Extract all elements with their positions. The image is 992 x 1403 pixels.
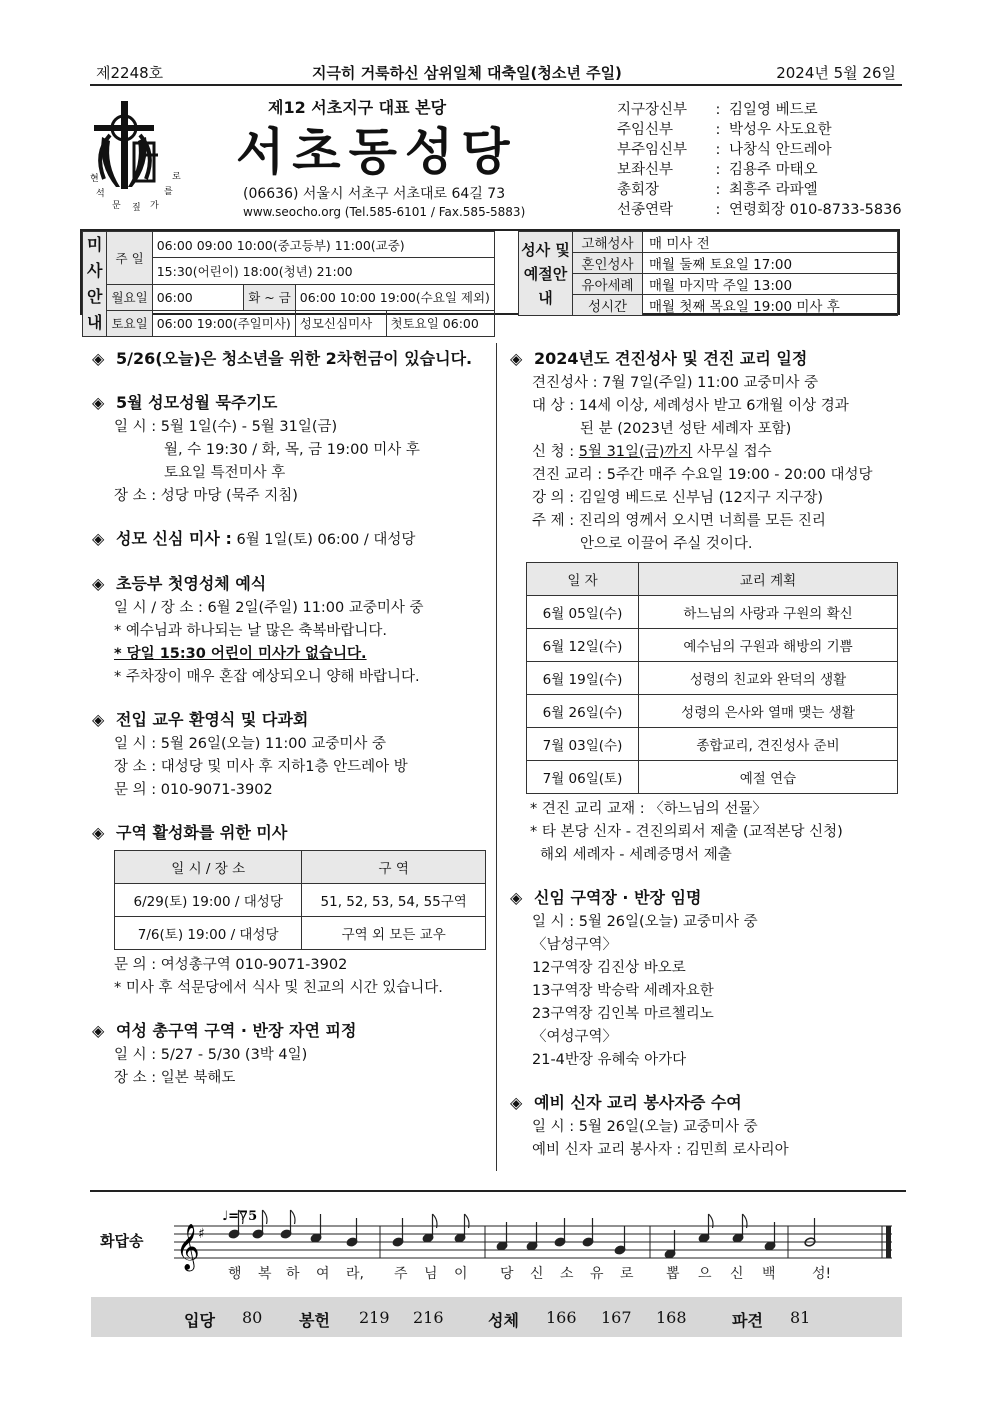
sacrament-label: 성사 및 예절안내: [519, 232, 573, 316]
lyric-syllable: 백: [762, 1266, 776, 1282]
table-row: 6월 12일(수) 예수님의 구원과 해방의 기쁨: [527, 629, 898, 662]
psalm-score: [90, 1198, 906, 1293]
table-row: 6월 05일(수) 하느님의 사랑과 구원의 확신: [527, 596, 898, 629]
issue-number: 제2248호: [96, 64, 164, 82]
diamond-icon: ◈: [92, 529, 105, 548]
communion-number: 166: [546, 1308, 577, 1327]
logo-char: 현: [90, 174, 99, 184]
sacrament-table: 성사 및 예절안내 고해성사 매 미사 전 혼인성사 매월 둘째 토요일 17:00 유아세례 매월 마지막 주일 13:00 성시간 매월 첫째 목요일 19:00 미사 후: [518, 231, 898, 316]
diamond-icon: ◈: [92, 823, 105, 842]
mass-schedule-table: 미사 안내 주 일 06:00 09:00 10:00(중고등부) 11:00(교중) 15:30(어린이) 18:00(청년) 21:00 월요일 06:00 화 ~ 금 06:00 10:00 19:00(수요일 제외) 토요일 06:00 19:00(주일미사) 성모신심미사 첫토요일 06:00: [82, 231, 495, 337]
staff-row: 선종연락 : 연령회장 010-8733-5836: [617, 202, 902, 218]
diamond-icon: ◈: [510, 349, 523, 368]
lyric-syllable: 하: [286, 1266, 300, 1282]
staff-row: 총회장 : 최흥주 라파엘: [617, 182, 818, 198]
diamond-icon: ◈: [92, 1021, 105, 1040]
psalm-notes: [228, 1210, 816, 1259]
staff-row: 지구장신부 : 김일영 베드로: [617, 102, 818, 118]
table-row: 6월 26일(수) 성령의 은사와 열매 맺는 생활: [527, 695, 898, 728]
left-column: [92, 346, 492, 1108]
psalm-lyrics: [228, 1265, 831, 1282]
logo-char: 짚: [132, 203, 141, 213]
table-row: 6월 19일(수) 성령의 친교와 완덕의 생활: [527, 662, 898, 695]
entrance-label: 입당: [184, 1311, 215, 1330]
communion-number: 167: [601, 1308, 632, 1327]
logo-char: 를: [164, 187, 173, 197]
offertory-number: 216: [413, 1308, 444, 1327]
diamond-icon: ◈: [510, 1093, 523, 1112]
logo-char: 가: [150, 201, 159, 211]
diamond-icon: ◈: [92, 349, 105, 368]
lyric-syllable: 로: [620, 1266, 634, 1282]
lyric-syllable: 신: [730, 1266, 744, 1282]
parish-title: 서초동성당: [236, 123, 518, 181]
notice-district-mass: ◈ 구역 활성화를 위한 미사 일 시 / 장 소 구 역 6/29(토) 19:00 / 대성당 51, 52, 53, 54, 55구역 7/6(토) 19:00 / 대성당 구역 외 모든 교우 문 의 : 여성총구역 010-9071-3902 * 미사 후 석문당에서 식사 및 친교의 시간 있습니다.: [92, 820, 492, 1000]
diamond-icon: ◈: [92, 574, 105, 593]
table-row: 7월 03일(수) 종합교리, 견진성사 준비: [527, 728, 898, 761]
diamond-icon: ◈: [510, 888, 523, 907]
notice-rosary: ◈ 5월 성모성월 묵주기도 일 시 : 5월 1일(수) - 5월 31일(금) 월, 수 19:30 / 화, 목, 금 19:00 미사 후 토요일 특전미사 후 장 소 : 성당 마당 (묵주 지침): [92, 390, 492, 508]
mass-info-box: [80, 229, 900, 332]
notice-first-communion: ◈ 초등부 첫영성체 예식 일 시 / 장 소 : 6월 2일(주일) 11:00 교중미사 중 * 예수님과 하나되는 날 많은 축복바랍니다. * 당일 15:30 어린이 미사가 없습니다. * 주차장이 매우 혼잡 예상되오니 양해 바랍니다.: [92, 571, 492, 689]
logo-char: 로: [172, 172, 181, 182]
feast-title: 지극히 거룩하신 삼위일체 대축일(청소년 주일): [312, 64, 622, 82]
district-mass-table: 일 시 / 장 소 구 역 6/29(토) 19:00 / 대성당 51, 52, 53, 54, 55구역 7/6(토) 19:00 / 대성당 구역 외 모든 교우: [114, 850, 486, 950]
lyric-syllable: 당: [500, 1266, 514, 1282]
lyric-syllable: 라,: [346, 1266, 364, 1282]
note-flag: [263, 1210, 268, 1224]
lyric-syllable: 복: [258, 1266, 272, 1282]
communion-number: 168: [656, 1308, 687, 1327]
parish-logo: [88, 95, 198, 215]
sharp-icon: ♯: [198, 1226, 205, 1242]
responsorial-psalm: [90, 1198, 906, 1293]
lyric-syllable: 신: [530, 1266, 544, 1282]
staff-row: 보좌신부 : 김용주 마태오: [617, 162, 818, 178]
right-column: [510, 346, 900, 1180]
parish-contact: www.seocho.org (Tel.585-6101 / Fax.585-5883): [243, 205, 526, 219]
entrance-number: 80: [242, 1308, 263, 1327]
parish-address: (06636) 서울시 서초구 서초대로 64길 73: [243, 186, 506, 202]
bulletin-date: 2024년 5월 26일: [776, 64, 896, 82]
diamond-icon: ◈: [92, 710, 105, 729]
lyric-syllable: 성!: [812, 1266, 832, 1282]
communion-label: 성체: [488, 1311, 519, 1330]
confirmation-schedule-table: 일 자 교리 계획 6월 05일(수) 하느님의 사랑과 구원의 확신 6월 12일(수) 예수님의 구원과 해방의 기쁨 6월 19일(수) 성령의 친교와 완덕의 생활 6월 26일(수) 성령의 은사와 열매 맺는 생활 7월 03일(수) 종합교리, 견진성사 준비 7월 06일(토) 예절 연습: [526, 562, 898, 794]
lyric-syllable: 유: [590, 1266, 604, 1282]
dismissal-number: 81: [790, 1308, 811, 1327]
column-divider: [496, 343, 497, 1171]
lyric-syllable: 이: [454, 1266, 468, 1282]
logo-char: 문: [112, 201, 121, 211]
staff-row: 부주임신부 : 나창식 안드레아: [617, 142, 832, 158]
treble-clef-icon: 𝄞: [176, 1224, 200, 1270]
dismissal-label: 파견: [732, 1311, 763, 1330]
table-row: 6/29(토) 19:00 / 대성당 51, 52, 53, 54, 55구역: [115, 884, 486, 917]
parish-subtitle: 제12 서초지구 대표 본당: [268, 98, 447, 117]
notice-marian-mass: ◈ 성모 신심 미사 : 6월 1일(토) 06:00 / 대성당: [92, 526, 492, 553]
lyric-syllable: 소: [560, 1266, 574, 1282]
lyric-syllable: 뽑: [666, 1266, 680, 1282]
notice-confirmation: ◈ 2024년도 견진성사 및 견진 교리 일정 견진성사 : 7월 7일(주일) 11:00 교중미사 중 대 상 : 14세 이상, 세례성사 받고 6개월 이상 경과 된 분 (2023년 성탄 세례자 포함) 신 청 : 5월 31일(금)까지 사무실 접수 견진 교리 : 5주간 매주 수요일 19:00 - 20:00 대성당 강 의 : 김일영 베드로 신부님 (12지구 지구장) 주 제 : 진리의 영께서 오시면 너희를 모든 진리 안으로 이끌어 주실 것이다. 일 자 교리 계획 6월 05일(수) 하느님의 사랑과 구원의 확신 6월 12일(수) 예수님의 구원과 해방의 기쁨 6월 19일(수) 성령의 친교와 완덕의 생활 6월 26일(수) 성령의 은사와 열매 맺는 생활 7월 03일(수) 종합교리, 견진성사 준비 7월 06일(토) 예절 연습 * 견진 교리 교재 : 〈하느님의 선물〉 * 타 본당 신자 - 견진의뢰서 제출 (교적본당 신청) 해외 세례자 - 세례증명서 제출: [510, 346, 900, 867]
offertory-number: 219: [359, 1308, 390, 1327]
music-divider: [90, 1190, 906, 1192]
staff-list: [617, 100, 902, 220]
lyric-syllable: 행: [228, 1266, 242, 1282]
notice-catechist: ◈ 예비 신자 교리 봉사자증 수여 일 시 : 5월 26일(오늘) 교중미사 중 예비 신자 교리 봉사자 : 김민희 로사리아: [510, 1090, 900, 1162]
mass-label: 미사 안내: [83, 232, 107, 337]
staff-row: 주임신부 : 박성우 사도요한: [617, 122, 832, 138]
offertory-label: 봉헌: [299, 1311, 330, 1330]
tempo-mark: ♩=75: [222, 1209, 258, 1224]
hymn-numbers: [91, 1297, 902, 1337]
lyric-syllable: 여: [316, 1266, 330, 1282]
lyric-syllable: 으: [698, 1266, 712, 1282]
notice-retreat: ◈ 여성 총구역 구역 · 반장 자연 피정 일 시 : 5/27 - 5/30 (3박 4일) 장 소 : 일본 북해도: [92, 1018, 492, 1090]
lyric-syllable: 님: [424, 1266, 438, 1282]
notice-appointments: ◈ 신임 구역장 · 반장 임명 일 시 : 5월 26일(오늘) 교중미사 중 〈남성구역〉 12구역장 김진상 바오로 13구역장 박승락 세례자요한 23구역장 김인복 마르첼리노 〈여성구역〉 21-4반장 유혜숙 아가다: [510, 885, 900, 1072]
notice-collection: ◈ 5/26(오늘)은 청소년을 위한 2차헌금이 있습니다.: [92, 346, 492, 372]
top-header: [90, 58, 902, 86]
diamond-icon: ◈: [92, 393, 105, 412]
table-row: 7/6(토) 19:00 / 대성당 구역 외 모든 교우: [115, 917, 486, 950]
psalm-label: 화답송: [100, 1232, 144, 1250]
note-flag: [291, 1210, 296, 1224]
logo-char: 석: [96, 189, 105, 199]
notice-welcome: ◈ 전입 교우 환영식 및 다과회 일 시 : 5월 26일(오늘) 11:00 교중미사 중 장 소 : 대성당 및 미사 후 지하1층 안드레아 방 문 의 : 010-9071-3902: [92, 707, 492, 802]
table-row: 7월 06일(토) 예절 연습: [527, 761, 898, 794]
lyric-syllable: 주: [394, 1266, 408, 1282]
